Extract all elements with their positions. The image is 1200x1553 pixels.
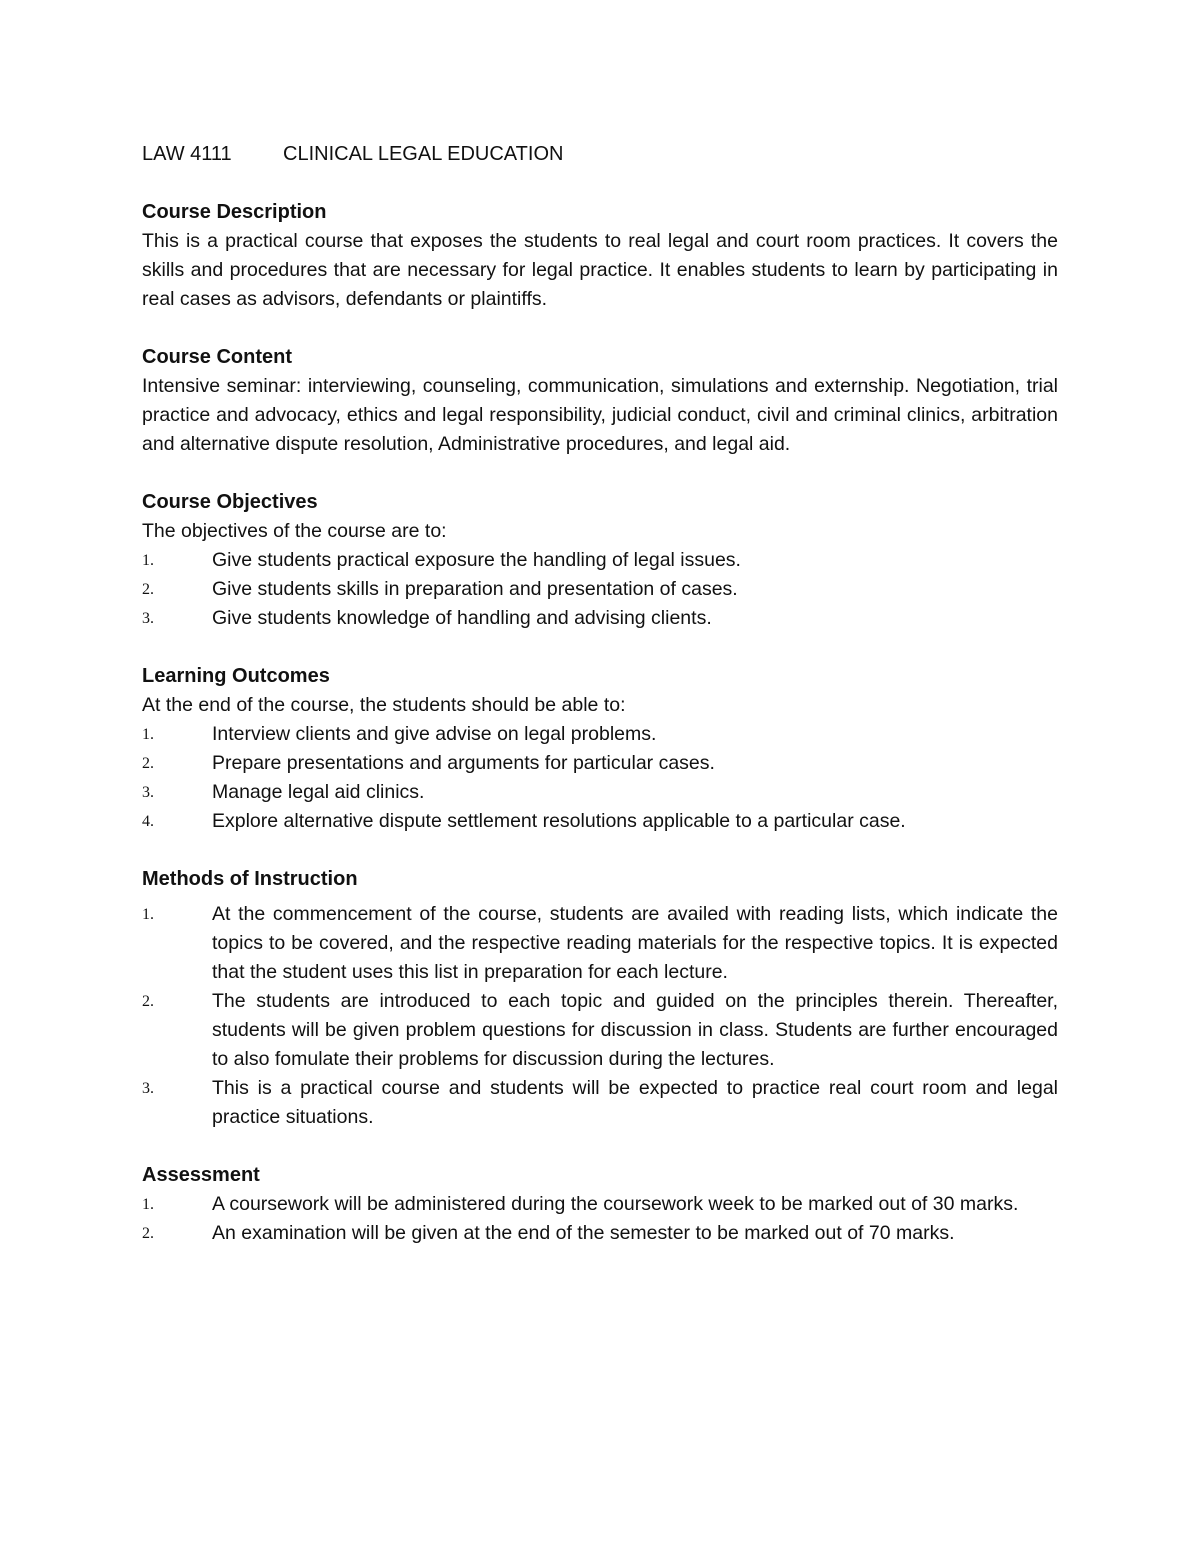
section-heading: Course Objectives — [142, 491, 318, 513]
list-number: 1. — [142, 726, 154, 743]
methods-list — [142, 900, 1058, 1132]
section-course-content — [142, 343, 1058, 459]
objectives-list — [142, 546, 1058, 633]
list-item — [142, 546, 1058, 575]
section-course-description — [142, 198, 1058, 314]
section-paragraph: This is a practical course that exposes the students to real legal and court room practices. It covers the skills and procedures that are necessary for legal practice. It enables students to learn by participating in real cases as advisors, defendants or plaintiffs. — [142, 230, 1058, 310]
list-item-text: This is a practical course and students will be expected to practice real court room and legal practice situations. — [212, 1077, 1058, 1128]
list-item — [142, 987, 1058, 1074]
list-number: 1. — [142, 906, 154, 923]
list-item — [142, 778, 1058, 807]
list-number: 2. — [142, 1225, 154, 1242]
document-page — [142, 140, 1058, 1277]
list-item — [142, 575, 1058, 604]
list-item — [142, 749, 1058, 778]
section-paragraph: Intensive seminar: interviewing, counseling, communication, simulations and externship. Negotiation, trial practice and advocacy, ethics and legal responsibility, judicial conduct, civil and criminal clinics, arbitration and alternative dispute resolution, Administrative procedures, and legal aid. — [142, 375, 1058, 455]
list-number: 3. — [142, 610, 154, 627]
assessment-list — [142, 1190, 1058, 1248]
list-item — [142, 1219, 1058, 1248]
list-item — [142, 900, 1058, 987]
list-item-text: Give students practical exposure the handling of legal issues. — [212, 549, 741, 571]
list-item-text: An examination will be given at the end of the semester to be marked out of 70 marks. — [212, 1222, 955, 1244]
section-learning-outcomes — [142, 662, 1058, 836]
section-intro: The objectives of the course are to: — [142, 520, 447, 542]
list-item — [142, 807, 1058, 836]
list-number: 1. — [142, 552, 154, 569]
list-number: 3. — [142, 1080, 154, 1097]
list-item — [142, 604, 1058, 633]
section-heading: Course Description — [142, 201, 327, 223]
list-item-text: Give students skills in preparation and presentation of cases. — [212, 578, 738, 600]
course-title: CLINICAL LEGAL EDUCATION — [283, 143, 564, 165]
list-number: 2. — [142, 581, 154, 598]
section-heading: Methods of Instruction — [142, 868, 358, 890]
list-item-text: Prepare presentations and arguments for particular cases. — [212, 752, 715, 774]
section-heading: Course Content — [142, 346, 292, 368]
section-heading: Learning Outcomes — [142, 665, 330, 687]
section-heading: Assessment — [142, 1164, 260, 1186]
section-assessment — [142, 1161, 1058, 1248]
list-item — [142, 1190, 1058, 1219]
section-methods-of-instruction — [142, 865, 1058, 1132]
list-item-text: Interview clients and give advise on legal problems. — [212, 723, 657, 745]
list-number: 4. — [142, 813, 154, 830]
list-item-text: Manage legal aid clinics. — [212, 781, 425, 803]
list-number: 3. — [142, 784, 154, 801]
list-item-text: Give students knowledge of handling and advising clients. — [212, 607, 712, 629]
section-intro: At the end of the course, the students should be able to: — [142, 694, 626, 716]
list-item — [142, 720, 1058, 749]
list-number: 2. — [142, 993, 154, 1010]
outcomes-list — [142, 720, 1058, 836]
section-course-objectives — [142, 488, 1058, 633]
course-code: LAW 4111 — [142, 143, 232, 165]
list-item — [142, 1074, 1058, 1132]
list-item-text: Explore alternative dispute settlement resolutions applicable to a particular case. — [212, 810, 906, 832]
list-item-text: The students are introduced to each topic and guided on the principles therein. Thereafter, students will be given problem questions for discussion in class. Students are further encouraged to also fomulate their problems for discussion during the lectures. — [212, 990, 1058, 1070]
course-title-line — [142, 140, 1058, 169]
list-number: 2. — [142, 755, 154, 772]
list-item-text: A coursework will be administered during the coursework week to be marked out of 30 marks. — [212, 1193, 1019, 1215]
list-number: 1. — [142, 1196, 154, 1213]
list-item-text: At the commencement of the course, students are availed with reading lists, which indicate the topics to be covered, and the respective reading materials for the respective topics. It is expected that the student uses this list in preparation for each lecture. — [212, 903, 1058, 983]
